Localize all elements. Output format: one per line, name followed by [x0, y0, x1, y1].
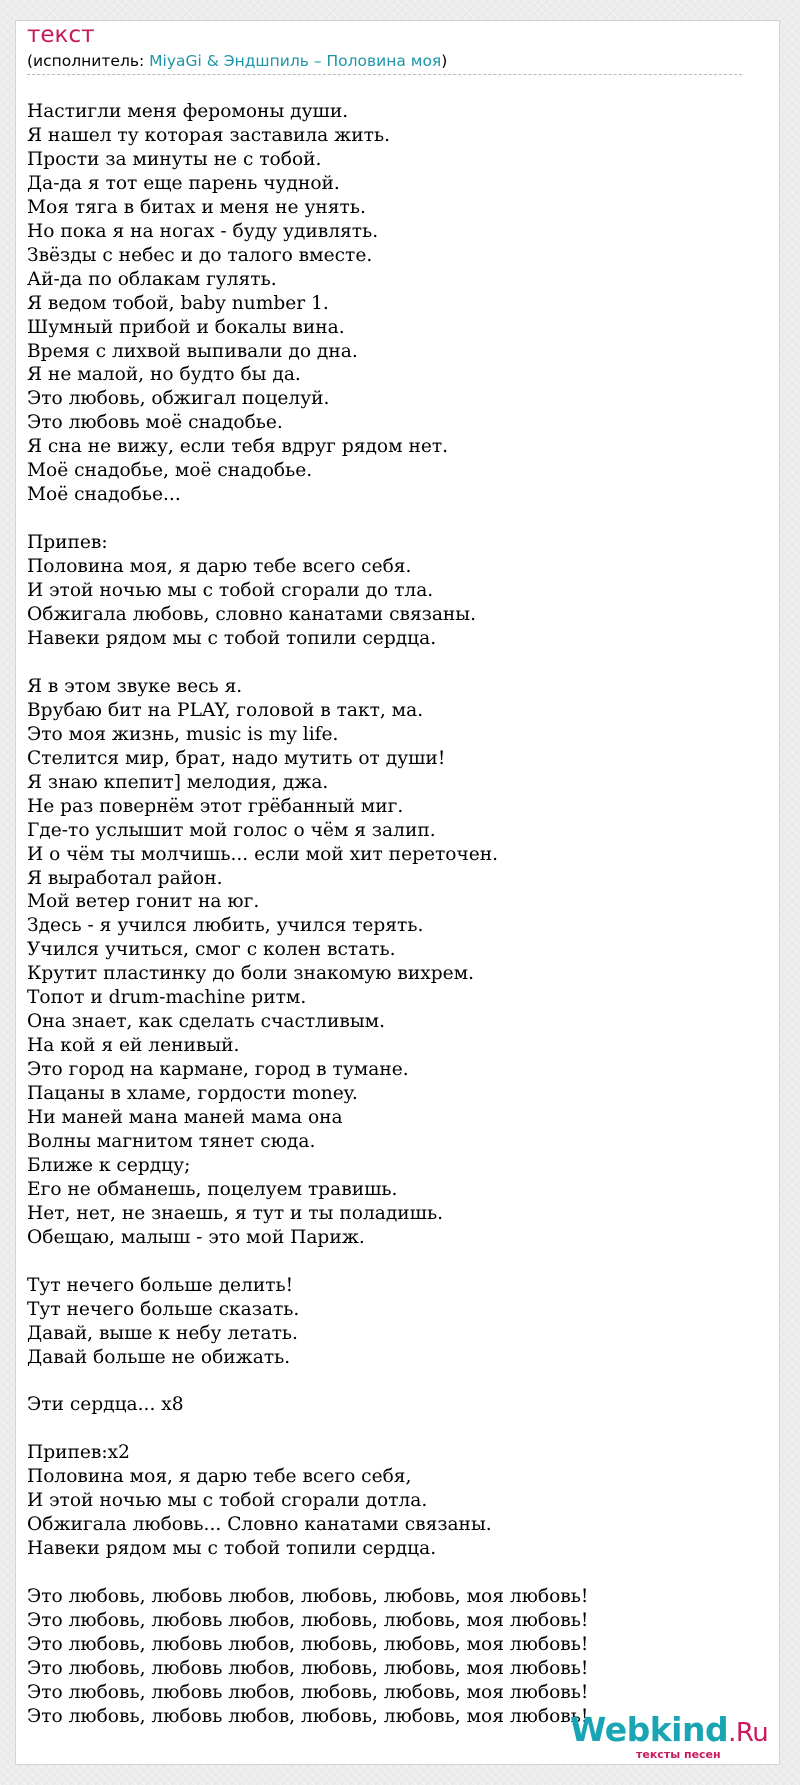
artist-line [27, 50, 742, 72]
lyrics-line: Давай больше не обижать. [27, 1346, 291, 1368]
lyrics-line: Это любовь, любовь любов, любовь, любовь, моя любовь! [27, 1705, 589, 1727]
lyrics-line: Звёзды с небес и до талого вместе. [27, 244, 373, 266]
lyrics-line: Я ведом тобой, baby number 1. [27, 292, 329, 314]
lyrics-line: Тут нечего больше сказать. [27, 1298, 300, 1320]
lyrics-line: Ближе к сердцу; [27, 1154, 191, 1176]
lyrics-line: Моё снадобье... [27, 484, 181, 506]
page-header [27, 20, 742, 75]
lyrics-line: Моя тяга в битах и меня не унять. [27, 196, 366, 218]
lyrics-line: Здесь - я учился любить, учился терять. [27, 915, 424, 937]
lyrics-line: Навеки рядом мы с тобой топили сердца. [27, 1538, 437, 1560]
artist-song-link[interactable]: MiyaGi & Эндшпиль – Половина моя [149, 52, 442, 70]
lyrics-line: Это любовь, любовь любов, любовь, любовь, моя любовь! [27, 1681, 589, 1703]
lyrics-line: И этой ночью мы с тобой сгорали дотла. [27, 1490, 428, 1512]
logo-tagline: тексты песен [636, 1748, 721, 1761]
lyrics-line: И этой ночью мы с тобой сгорали до тла. [27, 580, 434, 602]
lyrics-line: Это моя жизнь, music is my life. [27, 723, 339, 745]
lyrics-line: Стелится мир, брат, надо мутить от души! [27, 747, 446, 769]
lyrics-line: Его не обманешь, поцелуем травишь. [27, 1178, 398, 1200]
lyrics-line: Это любовь, обжигал поцелуй. [27, 388, 330, 410]
lyrics-line: Крутит пластинку до боли знакомую вихрем. [27, 963, 474, 985]
lyrics-line: Топот и drum-machine ритм. [27, 987, 307, 1009]
lyrics-line: Это любовь, любовь любов, любовь, любовь, моя любовь! [27, 1586, 589, 1608]
lyrics-line: Настигли меня феромоны души. [27, 101, 349, 122]
lyrics-line: Мой ветер гонит на юг. [27, 891, 260, 913]
logo-wordmark: Webkind.Ru [570, 1710, 769, 1749]
lyrics-line: Обещаю, малыш - это мой Париж. [27, 1226, 365, 1248]
lyrics-line: Тут нечего больше делить! [27, 1274, 294, 1296]
lyrics-line: Ай-да по облакам гулять. [27, 268, 277, 290]
lyrics-line: Это город на кармане, город в тумане. [27, 1059, 409, 1081]
lyrics-line: Нет, нет, не знаешь, я тут и ты поладишь. [27, 1202, 443, 1224]
lyrics-line: Это любовь, любовь любов, любовь, любовь, моя любовь! [27, 1610, 589, 1632]
lyrics-line: Обжигала любовь, словно канатами связаны. [27, 604, 477, 626]
lyrics-text [27, 100, 747, 1729]
lyrics-line: И о чём ты молчишь... если мой хит переточен. [27, 843, 499, 865]
lyrics-line: На кой я ей ленивый. [27, 1035, 240, 1057]
lyrics-line: Да-да я тот еще парень чудной. [27, 172, 340, 194]
lyrics-line: Волны магнитом тянет сюда. [27, 1130, 316, 1152]
lyrics-line: Это любовь, любовь любов, любовь, любовь, моя любовь! [27, 1657, 589, 1679]
artist-prefix: (исполнитель: [27, 52, 150, 70]
lyrics-line: Учился учиться, смог с колен встать. [27, 939, 396, 961]
lyrics-line: Шумный прибой и бокалы вина. [27, 316, 345, 338]
page-title: текст [27, 22, 95, 48]
artist-suffix: ) [441, 52, 448, 70]
lyrics-line: Прости за минуты не с тобой. [27, 148, 322, 170]
lyrics-line: Я выработал район. [27, 867, 223, 889]
lyrics-line: Половина моя, я дарю тебе всего себя. [27, 556, 412, 578]
lyrics-line: Пацаны в хламе, гордости money. [27, 1083, 358, 1105]
lyrics-line: Она знает, как сделать счастливым. [27, 1011, 386, 1033]
lyrics-line: Я нашел ту которая заставила жить. [27, 124, 390, 146]
lyrics-line: Припев: [27, 532, 108, 554]
lyrics-line: Половина моя, я дарю тебе всего себя, [27, 1466, 412, 1488]
lyrics-line: Давай, выше к небу летать. [27, 1322, 298, 1344]
lyrics-line: Но пока я на ногах - буду удивлять. [27, 220, 379, 242]
lyrics-line: Это любовь моё снадобье. [27, 412, 283, 434]
lyrics-line: Навеки рядом мы с тобой топили сердца. [27, 627, 437, 649]
site-logo[interactable] [570, 1710, 769, 1765]
lyrics-line: Где-то услышит мой голос о чём я залип. [27, 819, 436, 841]
lyrics-line: Припев:x2 [27, 1442, 130, 1464]
lyrics-line: Врубаю бит на PLAY, головой в такт, ма. [27, 699, 424, 721]
lyrics-line: Эти сердца... x8 [27, 1394, 184, 1416]
lyrics-line: Я знаю кпепит] мелодия, джа. [27, 771, 329, 793]
lyrics-line: Я не малой, но будто бы да. [27, 364, 301, 386]
lyrics-line: Я в этом звуке весь я. [27, 675, 243, 697]
lyrics-line: Обжигала любовь... Словно канатами связаны. [27, 1514, 492, 1536]
lyrics-line: Это любовь, любовь любов, любовь, любовь, моя любовь! [27, 1634, 589, 1655]
lyrics-line: Я сна не вижу, если тебя вдруг рядом нет. [27, 436, 449, 458]
lyrics-line: Время с лихвой выпивали до дна. [27, 340, 358, 362]
lyrics-line: Моё снадобье, моё снадобье. [27, 460, 313, 482]
lyrics-line: Не раз повернём этот грёбанный миг. [27, 795, 404, 817]
lyrics-line: Ни маней мана маней мама она [27, 1107, 343, 1129]
